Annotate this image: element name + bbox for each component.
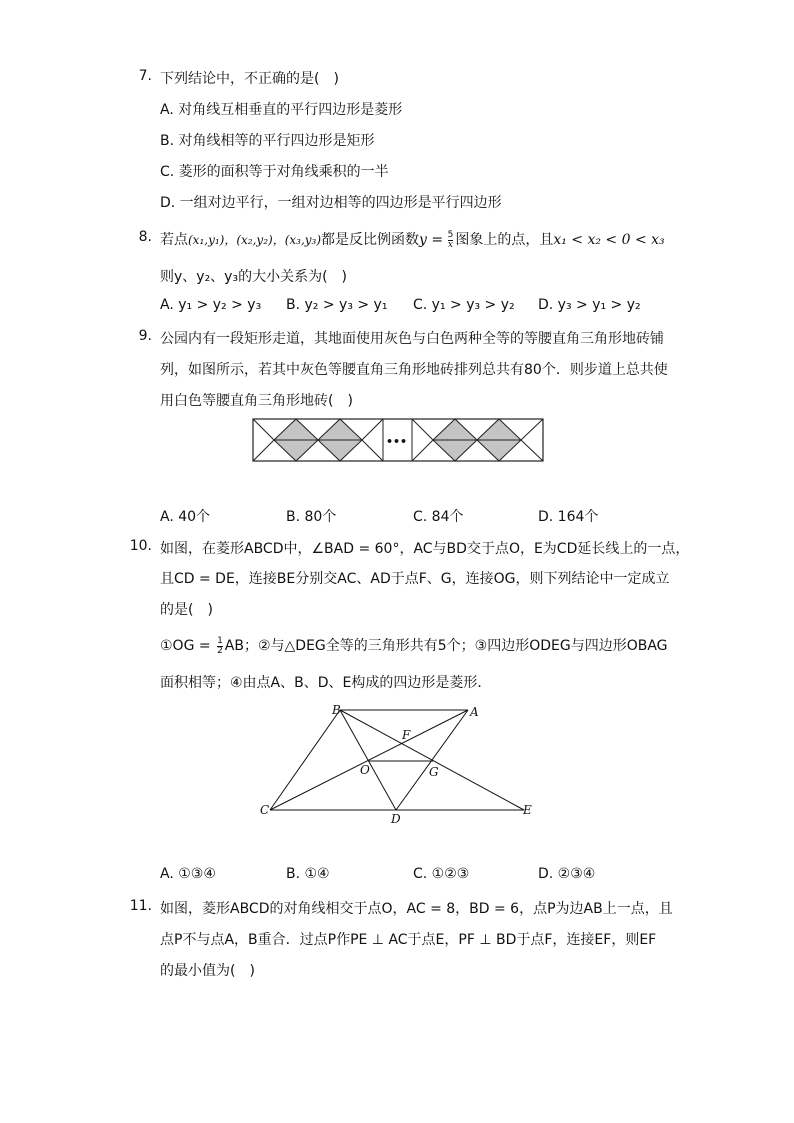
option-a: A. 对角线互相垂直的平行四边形是菱形 [160, 102, 403, 118]
statement-text: ①OG = [160, 638, 216, 654]
option-d: D. y₃ > y₁ > y₂ [538, 297, 641, 313]
option-d: D. 一组对边平行，一组对边相等的四边形是平行四边形 [160, 195, 502, 211]
function-lhs: y = [419, 232, 448, 248]
fraction-denominator: 2 [217, 645, 223, 656]
question-number: 7. [138, 68, 152, 84]
option-b: B. 80个 [286, 509, 337, 525]
question-number: 10. [129, 538, 152, 554]
tile-walkway-figure [252, 418, 544, 464]
label-f: F [402, 728, 411, 742]
label-g: G [429, 765, 439, 779]
question-number: 9. [138, 328, 152, 344]
option-c: C. y₁ > y₃ > y₂ [413, 297, 515, 313]
segment-ac [270, 710, 468, 810]
option-b: B. y₂ > y₃ > y₁ [286, 297, 388, 313]
option-c: C. ①②③ [413, 866, 470, 882]
option-c: C. 84个 [413, 509, 464, 525]
option-b: B. ①④ [286, 866, 330, 882]
question-stem-cont: 则y、y₂、y₃的大小关系为( ) [160, 269, 348, 285]
fraction-numerator: 5 [447, 229, 454, 240]
stem-text: 图象上的点，且 [455, 232, 554, 248]
option-b: B. 对角线相等的平行四边形是矩形 [160, 133, 375, 149]
question-stem-line: 如图，在菱形ABCD中，∠BAD = 60°，AC与BD交于点O，E为CD延长线上的一点， [160, 541, 690, 557]
fraction [217, 637, 223, 656]
option-a: A. ①③④ [160, 866, 216, 882]
option-a: A. y₁ > y₂ > y₃ [160, 297, 262, 313]
label-e: E [523, 803, 532, 817]
stem-text: 若点 [160, 232, 188, 248]
fraction-numerator: 1 [217, 635, 223, 646]
segment-bc [270, 710, 340, 810]
stem-text: 都是反比例函数 [321, 232, 420, 248]
question-stem-line: 点P不与点A，B重合．过点P作PE ⊥ AC于点E，PF ⊥ BD于点F，连接EF，则EF [160, 932, 657, 948]
question-stem-line: 如图，菱形ABCD的对角线相交于点O，AC = 8，BD = 6，点P为边AB上一点，且 [160, 901, 673, 917]
question-stem: 下列结论中，不正确的是( ) [160, 71, 339, 87]
question-stem-line: 公园内有一段矩形走道，其地面使用灰色与白色两种全等的等腰直角三角形地砖铺 [160, 331, 664, 347]
question-number: 11. [129, 898, 152, 914]
label-c: C [260, 803, 270, 817]
question-stem-line: 的最小值为( ) [160, 963, 255, 979]
question-stem-line: 用白色等腰直角三角形地砖( ) [160, 393, 353, 409]
fraction [448, 231, 454, 250]
option-a: A. 40个 [160, 509, 211, 525]
label-o: O [360, 763, 370, 777]
ellipsis: ••• [386, 435, 408, 448]
label-b: B [332, 703, 341, 717]
statement-line [160, 635, 668, 656]
rhombus-figure [256, 700, 538, 828]
question-stem-line: 且CD = DE，连接BE分别交AC、AD于点F、G，连接OG，则下列结论中一定成立 [160, 571, 670, 587]
statement-text: AB；②与△DEG全等的三角形共有5个；③四边形ODEG与四边形OBAG [224, 638, 668, 654]
question-stem-line: 的是( ) [160, 602, 213, 618]
option-c: C. 菱形的面积等于对角线乘积的一半 [160, 164, 389, 180]
label-d: D [391, 812, 401, 826]
question-stem-line: 列，如图所示，若其中灰色等腰直角三角形地砖排列总共有80个．则步道上总共使 [160, 362, 668, 378]
label-a: A [470, 705, 479, 719]
fraction-denominator: x [447, 239, 453, 250]
question-number: 8. [138, 229, 152, 245]
point-list: (x₁,y₁)，(x₂,y₂)，(x₃,y₃) [188, 233, 322, 247]
option-d: D. ②③④ [538, 866, 596, 882]
question-stem [160, 229, 665, 250]
option-d: D. 164个 [538, 509, 599, 525]
statement-line: 面积相等；④由点A、B、D、E构成的四边形是菱形． [160, 675, 492, 691]
condition: x₁ < x₂ < 0 < x₃ [553, 232, 665, 248]
